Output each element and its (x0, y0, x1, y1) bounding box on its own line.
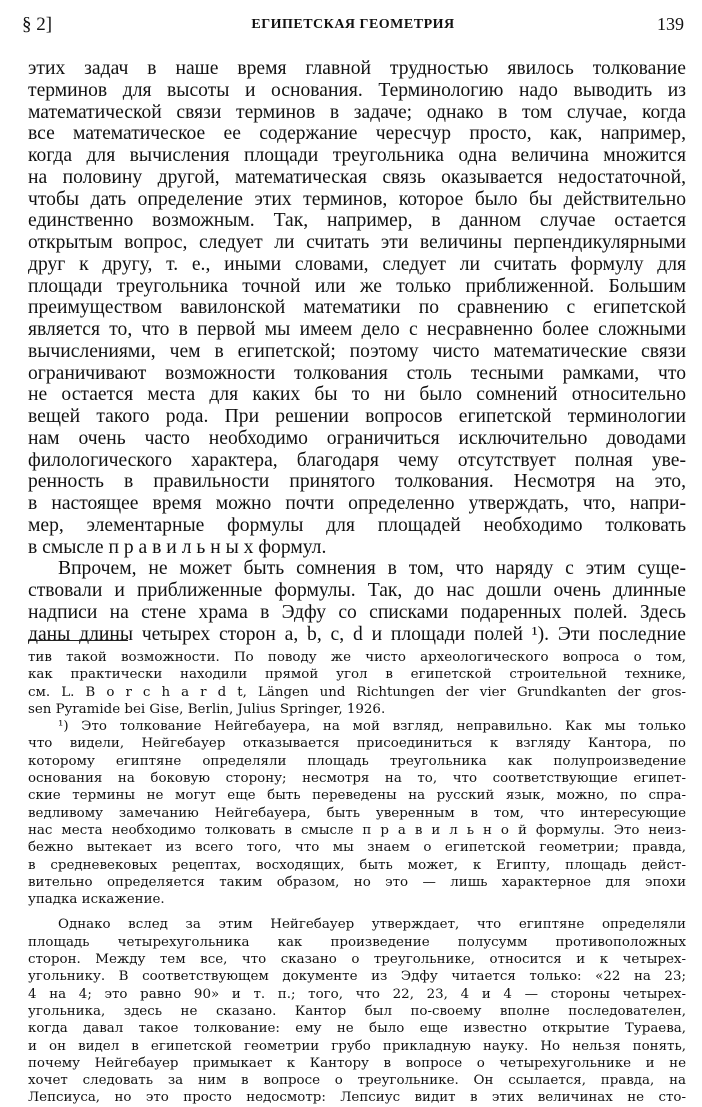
footnote-line: как практически находили прямой угол в египетской строительной технике, (28, 667, 686, 683)
footnote-line: Однако вслед за этим Нейгебауер утверждает, что египтяне определяли (58, 917, 686, 933)
running-title: ЕГИПЕТСКАЯ ГЕОМЕТРИЯ (251, 17, 455, 32)
footnote-line: ские термины не могут еще быть переведены на русский язык, можно, по спра- (28, 788, 686, 804)
footnote-line: угольнику. В соответствующем документе из Эдфу читается только: «22 на 23; (28, 969, 686, 985)
text-line: единственно возможным. Так, например, в данном случае остается (28, 210, 686, 232)
page-number: 139 (657, 14, 684, 34)
text-line: друг к другу, т. е., иными словами, следует ли считать формулу для (28, 253, 686, 275)
footnote-line: ¹) Это толкование Нейгебауера, на мой взгляд, неправильно. Как мы только (58, 719, 686, 735)
text-line: этих задач в наше время главной трудностью явилось толкование (28, 58, 686, 79)
footnote-line: бежно вытекает из всего того, что мы знаем о египетской геометрии; правда, (28, 840, 686, 856)
page-header (22, 14, 684, 38)
footnote-line: основания на боковую сторону; несмотря на то, что соответствующие египет- (28, 771, 686, 787)
text-line: вещей такого рода. При решении вопросов египетской терминологии (28, 406, 686, 427)
footnote-line: упадка искажение. (28, 892, 165, 908)
footnote-line: Лепсиуса, но это просто недосмотр: Лепсиус видит в этих величинах не сто- (28, 1090, 686, 1106)
text-line: Впрочем, не может быть сомнения в том, что наряду с этим суще- (58, 558, 686, 580)
text-line: математической связи терминов в задаче; однако в том случае, когда (28, 101, 686, 123)
section-marker: § 2] (22, 14, 53, 35)
footnote-line: угольника, здесь не сказано. Кантор был по-своему вполне последователен, (28, 1003, 686, 1019)
footnote-line: сторон. Между тем все, что сказано о треугольнике, относится и к четырех- (28, 952, 686, 968)
text-line: вычислениями, чем в египетской; поэтому чисто математические связи (28, 340, 686, 362)
text-line: терминов для высоты и основания. Терминологию надо выводить из (28, 79, 686, 101)
footnote-line: в средневековых рецептах, восходящих, быть может, к Египту, площадь дейст- (28, 857, 686, 873)
text-line: площади треугольника точной или же только приближенной. Большим (28, 275, 686, 297)
footnote-line: которому египтяне определяли площадь треугольника как полупроизведение (28, 753, 686, 769)
footnote-line: хочет следовать за ним в вопросе о треугольнике. Он ссылается, правда, на (28, 1073, 686, 1089)
text-line: открытым вопрос, следует ли считать эти величины перпендикулярными (28, 232, 686, 253)
text-line: все математическое ее содержание чересчур просто, как, например, (28, 123, 686, 145)
text-line: является то, что в первой мы имеем дело с несравненно более сложными (28, 319, 686, 340)
footnote-line: вительно определяется таким образом, но это — лишь характерное для эпохи (28, 874, 686, 890)
footnote-line: нас места необходимо толковать в смысле п р а в и л ь н о й формулы. Это неиз- (28, 822, 686, 838)
text-line: филологического характера, благодаря чему отсутствует полная уве- (28, 449, 686, 471)
text-line: в настоящее время можно почти определенно утверждать, что, напри- (28, 493, 686, 514)
text-line: преимуществом вавилонской математики по сравнению с египетской (28, 297, 686, 319)
footnote-line: почему Нейгебауер примыкает к Кантору в вопросе о четырехугольнике и не (28, 1055, 686, 1071)
text-line: мер, элементарные формулы для площадей необходимо толковать (28, 514, 686, 536)
text-line: ствовали и приближенные формулы. Так, до нас дошли очень длинные (28, 580, 686, 601)
text-line: на половину другой, математическая связь оказывается недостаточной, (28, 166, 686, 188)
text-line: надписи на стене храма в Эдфу со списками подаренных полей. Здесь (28, 601, 686, 623)
footnote-line: площадь четырехугольника как произведение полусумм противоположных (28, 934, 686, 950)
text-line: в смысле п р а в и л ь н ы х формул. (28, 536, 327, 558)
footnote-line: и он видел в египетской геометрии грубо прикладную науку. Но нельзя понять, (28, 1038, 686, 1054)
footnote-line: что видели, Нейгебауер отказывается присоединиться к взгляду Кантора, по (28, 736, 686, 752)
footnote-line: когда давал такое толкование: ему не было еще известно открытие Тураева, (28, 1021, 686, 1037)
footnote-divider (28, 640, 128, 641)
text-line: чтобы дать определение этих терминов, которое было бы действительно (28, 188, 686, 210)
text-line: даны длины четырех сторон a, b, c, d и площади полей ¹). Эти последние (28, 623, 686, 645)
footnote-line: ведливому замечанию Нейгебауера, быть уверенным в том, что интересующие (28, 805, 686, 821)
footnote-line: см. L. B o r c h a r d t, Längen und Richtungen der vier Grundkanten der gros- (28, 684, 686, 700)
footnote-line: тив такой возможности. По поводу же чисто археологического вопроса о том, (28, 650, 686, 665)
footnotes (28, 649, 686, 1107)
text-line: не остается места для каких бы то ни было сомнений относительно (28, 384, 686, 406)
text-line: нам очень часто необходимо ограничиться исключительно доводами (28, 427, 686, 449)
text-line: ограничивают возможности толкования столь тесными рамками, что (28, 362, 686, 384)
text-line: ренность в правильности принятого толкования. Несмотря на это, (28, 471, 686, 493)
footnote-line: 4 на 4; это равно 90» и т. п.; того, что 22, 23, 4 и 4 — стороны четырех- (28, 986, 686, 1002)
text-line: когда для вычисления площади треугольника одна величина множится (28, 145, 686, 166)
footnote-line: sen Pyramide bei Gise, Berlin, Julius Springer, 1926. (28, 701, 386, 717)
main-text (28, 58, 686, 645)
